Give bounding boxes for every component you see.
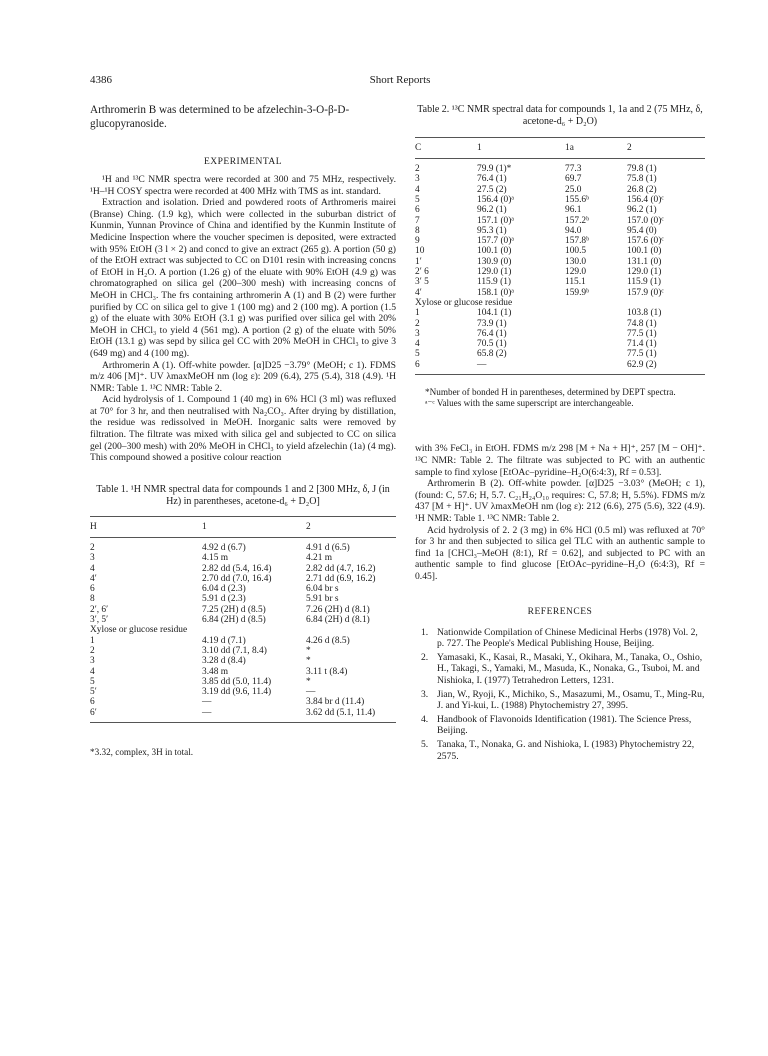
table-cell-compound-2: 157.9 (0)ᶜ xyxy=(627,287,664,298)
table-cell-carbon: 10 xyxy=(415,246,425,257)
reference-text: Jian, W., Ryoji, K., Michiko, S., Masazumi, M., Osamu, T., Ming-Ru, J. and Yi-kui, L. (1988) Phytochemistry 27, 3995. xyxy=(437,688,705,712)
journal-section: Short Reports xyxy=(369,74,431,86)
table-cell-position: 5 xyxy=(90,676,95,687)
table-row xyxy=(90,656,396,666)
table-cell-compound-2: 71.4 (1) xyxy=(627,339,657,350)
table-cell-compound-1: — xyxy=(202,708,306,723)
table-cell-position: 2 xyxy=(90,645,95,656)
table-cell-carbon: 3 xyxy=(415,328,420,339)
table-cell-compound-1: 6.84 (2H) d (8.5) xyxy=(202,615,266,626)
table-cell-position: 5′ xyxy=(90,687,97,698)
table-cell-compound-1a xyxy=(565,308,627,318)
table-cell-compound-1: 4.15 m xyxy=(202,553,229,564)
table-cell-compound-2: 3.62 dd (5.1, 11.4) xyxy=(306,708,396,723)
table1-caption: Table 1. ¹H NMR spectral data for compounds 1 and 2 [300 MHz, δ, J (in Hz) in parentheses, acetone-d₆ + D₂O] xyxy=(96,483,390,508)
table-cell-compound-1: 5.91 d (2.3) xyxy=(202,594,246,605)
table-cell-compound-2: 74.8 (1) xyxy=(627,318,657,329)
table-cell-compound-1a: 100.5 xyxy=(565,246,587,257)
table-row xyxy=(90,553,396,563)
table-cell-carbon: 2 xyxy=(415,164,420,175)
table2 xyxy=(415,137,705,375)
table-cell-compound-2: — xyxy=(306,687,316,698)
table-cell-compound-2: 4.91 d (6.5) xyxy=(306,542,350,553)
table2-header-2: 2 xyxy=(627,137,705,158)
table-cell-position: 8 xyxy=(90,594,95,605)
table-cell-compound-1: 96.2 (1) xyxy=(477,205,507,216)
table2-footnote-superscript: ᵃ⁻ᶜ Values with the same superscript are interchangeable. xyxy=(425,398,634,409)
table-cell-carbon: 6 xyxy=(415,205,420,216)
table-cell-carbon: 3 xyxy=(415,174,420,185)
table-row xyxy=(415,174,705,184)
table-row xyxy=(90,687,396,697)
table-cell-compound-2: 4.26 d (8.5) xyxy=(306,635,350,646)
table-cell-compound-1a: 94.0 xyxy=(565,225,582,236)
left-column xyxy=(90,104,396,758)
table-cell-position: 2′, 6′ xyxy=(90,604,109,615)
table-cell-compound-1: 3.28 d (8.4) xyxy=(202,656,246,667)
reference-item xyxy=(415,652,705,687)
reference-item xyxy=(415,714,705,737)
table-row xyxy=(415,257,705,267)
table-cell-position: 3′, 5′ xyxy=(90,615,109,626)
table-row xyxy=(415,195,705,205)
reference-number: 5. xyxy=(421,738,429,750)
right-column xyxy=(415,104,705,764)
table-cell-compound-2: 156.4 (0)ᶜ xyxy=(627,195,664,205)
table-row xyxy=(90,605,396,615)
table-cell-compound-2: * xyxy=(306,676,311,687)
table-cell-compound-1: 76.4 (1) xyxy=(477,174,507,185)
table-row xyxy=(415,226,705,236)
table1-footnote: *3.32, complex, 3H in total. xyxy=(90,747,194,757)
table-cell-compound-2: 5.91 br s xyxy=(306,594,339,605)
table-cell-compound-1a: 96.1 xyxy=(565,205,582,216)
table2-footnote-dept: *Number of bonded H in parentheses, determined by DEPT spectra. xyxy=(425,387,676,398)
table2-header-1: 1 xyxy=(477,137,565,158)
table-row xyxy=(415,288,705,298)
table-cell-compound-1: 2.82 dd (5.4, 16.4) xyxy=(202,563,272,574)
table-cell-carbon: 4′ xyxy=(415,287,422,298)
table-cell-compound-2: 4.21 m xyxy=(306,553,333,564)
experimental-heading: EXPERIMENTAL xyxy=(203,157,283,167)
table-cell-compound-2: 77.5 (1) xyxy=(627,328,657,339)
table-cell-carbon: 1′ xyxy=(415,256,422,267)
table-cell-compound-2: 129.0 (1) xyxy=(627,267,662,278)
table-cell-compound-1: 2.70 dd (7.0, 16.4) xyxy=(202,573,272,584)
table-cell-carbon: 3′ 5 xyxy=(415,277,429,288)
table-cell-compound-1: 130.9 (0) xyxy=(477,256,512,267)
table-row xyxy=(415,319,705,329)
reference-text: Tanaka, T., Nonaka, G. and Nishioka, I. (1983) Phytochemistry 22, 2575. xyxy=(437,738,695,762)
table-cell-compound-1: 158.1 (0)ᵃ xyxy=(477,287,514,298)
table-cell-compound-1: 73.9 (1) xyxy=(477,318,507,329)
table-cell-position: 3 xyxy=(90,656,95,667)
table-cell-compound-1a: 129.0 xyxy=(565,267,587,278)
table-row xyxy=(90,708,396,723)
reference-number: 2. xyxy=(421,651,429,663)
table-row xyxy=(90,667,396,677)
table-cell-compound-1a: 155.6ᵇ xyxy=(565,195,589,205)
table-cell-compound-2: 2.82 dd (4.7, 16.2) xyxy=(306,563,376,574)
table-cell-compound-1: 100.1 (0) xyxy=(477,246,512,257)
table-cell-compound-1a: 25.0 xyxy=(565,184,582,195)
table1-header-2: 2 xyxy=(306,516,396,537)
table-row xyxy=(415,246,705,256)
table-row xyxy=(90,646,396,656)
table-cell-compound-2: 131.1 (0) xyxy=(627,256,662,267)
table-row xyxy=(90,574,396,584)
table-cell-carbon: 9 xyxy=(415,236,420,247)
table-cell-compound-2: * xyxy=(306,656,311,667)
table-cell-compound-2: 157.6 (0)ᶜ xyxy=(627,236,664,247)
table1-group-row xyxy=(90,625,396,635)
table-cell-compound-1a: 130.0 xyxy=(565,256,587,267)
table-cell-compound-2: 26.8 (2) xyxy=(627,184,657,195)
table-cell-compound-1: 157.1 (0)ᵃ xyxy=(477,215,514,226)
table-cell-compound-1: 3.48 m xyxy=(202,666,229,677)
table-row xyxy=(90,537,396,553)
table-cell-position: 4 xyxy=(90,666,95,677)
table-cell-compound-2: 75.8 (1) xyxy=(627,174,657,185)
table-cell-compound-1a: 115.1 xyxy=(565,277,586,288)
page-header xyxy=(90,74,710,90)
table-row xyxy=(415,205,705,215)
table-cell-compound-1: 4.19 d (7.1) xyxy=(202,635,246,646)
table-cell-compound-2: 6.04 br s xyxy=(306,584,339,595)
table-row xyxy=(415,277,705,287)
intro-text: Arthromerin B was determined to be afzelechin-3-O-β-D-glucopyranoside. xyxy=(90,104,350,130)
table-cell-carbon: 7 xyxy=(415,215,420,226)
table-cell-compound-2: 77.5 (1) xyxy=(627,349,657,360)
table-row xyxy=(415,339,705,349)
table1-header-1: 1 xyxy=(202,516,306,537)
table2-group-row xyxy=(415,298,705,308)
table-cell-compound-1a xyxy=(565,319,627,329)
table2-header-c: C xyxy=(415,137,477,158)
table-cell-compound-1: 7.25 (2H) d (8.5) xyxy=(202,604,266,615)
table-cell-compound-2: 96.2 (1) xyxy=(627,205,657,216)
table-row xyxy=(90,594,396,604)
table-cell-compound-1a: 69.7 xyxy=(565,174,582,185)
table1-header-h: H xyxy=(90,516,202,537)
table-cell-position: 4 xyxy=(90,563,95,574)
table-cell-compound-1a: 77.3 xyxy=(565,164,582,175)
table-cell-carbon: 4 xyxy=(415,184,420,195)
table-cell-compound-1: 3.10 dd (7.1, 8.4) xyxy=(202,645,267,656)
table-cell-compound-1: 104.1 (1) xyxy=(477,308,512,319)
table-cell-position: 6 xyxy=(90,584,95,595)
reference-item xyxy=(415,739,705,762)
table-cell-compound-1a xyxy=(565,360,627,375)
table-cell-compound-2: 62.9 (2) xyxy=(627,360,705,375)
paragraph-acid-hydrolysis-1: Acid hydrolysis of 1. Compound 1 (40 mg) in 6% HCl (3 ml) was refluxed at 70° for 3 hr, and then neutralised with Na₂CO₃. After drying by distillation, the residue was redissolved in MeOH. Inorganic salts were removed by filtration. The filtrate was mixed with silica gel and subjected to CC on silica gel (200–300 mesh) with 20% MeOH in CHCl₃ to yield afzelechin (1a) (4 mg). This compound showed a positive colour reaction xyxy=(90,394,396,464)
table-cell-position: 2 xyxy=(90,542,95,553)
table-cell-compound-1a: 159.9ᵇ xyxy=(565,287,589,298)
table-cell-compound-1: — xyxy=(202,697,212,708)
table-cell-compound-1a xyxy=(565,349,627,359)
table-row xyxy=(415,236,705,246)
reference-list xyxy=(415,627,705,763)
paragraph-arthromerin-b: Arthromerin B (2). Off-white powder. [α]D25 −3.03° (MeOH; c 1), (found: C, 57.6; H, 5.7. C₂₁H₂₄O₁₀ requires: C, 57.8; H, 5.5%). FDMS m/z 437 [M + H]⁺. UV λmaxMeOH nm (log ε): 212 (6.6), 275 (5.6), 322 (4.9). ¹H NMR: Table 1. ¹³C NMR: Table 2. xyxy=(415,478,705,525)
table-cell-compound-1: 95.3 (1) xyxy=(477,225,507,236)
table-cell-carbon: 1 xyxy=(415,308,420,319)
table-cell-carbon: 6 xyxy=(415,360,477,375)
table-cell-carbon: 4 xyxy=(415,339,420,350)
table-row xyxy=(415,360,705,375)
table2-header-1a: 1a xyxy=(565,137,627,158)
reference-number: 3. xyxy=(421,688,429,700)
reference-text: Handbook of Flavonoids Identification (1981). The Science Press, Beijing. xyxy=(437,713,692,737)
table-row xyxy=(90,636,396,646)
table-cell-compound-1: 157.7 (0)ᵃ xyxy=(477,236,514,247)
table-row xyxy=(415,159,705,175)
table-cell-compound-1: 156.4 (0)ᵃ xyxy=(477,195,514,205)
table-cell-compound-2: 3.84 br d (11.4) xyxy=(306,697,365,708)
table-cell-compound-1: — xyxy=(477,360,565,375)
reference-item xyxy=(415,627,705,650)
table-cell-carbon: 2′ 6 xyxy=(415,267,429,278)
reference-text: Nationwide Compilation of Chinese Medicinal Herbs (1978) Vol. 2, p. 727. The People's Medical Publishing House, Beijing. xyxy=(437,626,698,650)
table-row xyxy=(415,185,705,195)
group-label: Xylose or glucose residue xyxy=(415,297,513,308)
table-cell-compound-1a: 157.2ᵇ xyxy=(565,215,589,226)
table-cell-carbon: 5 xyxy=(415,195,420,205)
table-cell-carbon: 5 xyxy=(415,349,420,360)
table-cell-carbon: 8 xyxy=(415,225,420,236)
page-number: 4386 xyxy=(90,74,112,86)
table-cell-compound-2: * xyxy=(306,645,311,656)
table-cell-position: 6 xyxy=(90,697,95,708)
table-cell-compound-1: 3.85 dd (5.0, 11.4) xyxy=(202,676,272,687)
table-cell-compound-2: 2.71 dd (6.9, 16.2) xyxy=(306,573,376,584)
reference-number: 4. xyxy=(421,713,429,725)
table-cell-compound-1: 3.19 dd (9.6, 11.4) xyxy=(202,687,272,698)
table-cell-compound-1: 115.9 (1) xyxy=(477,277,512,288)
table-cell-compound-1: 4.92 d (6.7) xyxy=(202,542,246,553)
reference-item xyxy=(415,689,705,712)
table-cell-compound-1: 70.5 (1) xyxy=(477,339,507,350)
table1 xyxy=(90,516,396,723)
table-row xyxy=(90,697,396,707)
table-row xyxy=(90,584,396,594)
table-cell-compound-2: 3.11 t (8.4) xyxy=(306,666,348,677)
table-cell-compound-1a xyxy=(565,339,627,349)
table-cell-compound-1: 129.0 (1) xyxy=(477,267,512,278)
group-label: Xylose or glucose residue xyxy=(90,625,188,636)
paragraph-nmr-methods: ¹H and ¹³C NMR spectra were recorded at 300 and 75 MHz, respectively. ¹H–¹H COSY spectra were recorded at 400 MHz with TMS as int. standard. xyxy=(90,174,396,197)
table-cell-compound-1a xyxy=(565,329,627,339)
paragraph-continued: with 3% FeCl₃ in EtOH. FDMS m/z 298 [M + Na + H]⁺, 257 [M − OH]⁺. ¹³C NMR: Table 2. The filtrate was subjected to PC with an authentic sample to find xylose [EtOAc–pyridine–H₂O(6:4:3), Rf = 0.53]. xyxy=(415,443,705,478)
table-cell-compound-2: 7.26 (2H) d (8.1) xyxy=(306,604,370,615)
table-cell-compound-1: 79.9 (1)* xyxy=(477,164,512,175)
table-cell-position: 4′ xyxy=(90,573,97,584)
table-cell-position: 6′ xyxy=(90,708,202,723)
table-row xyxy=(415,216,705,226)
table-cell-compound-1: 6.04 d (2.3) xyxy=(202,584,246,595)
table-cell-position: 3 xyxy=(90,553,95,564)
table-cell-compound-1: 65.8 (2) xyxy=(477,349,507,360)
table2-caption: Table 2. ¹³C NMR spectral data for compounds 1, 1a and 2 (75 MHz, δ, acetone-d₆ + D₂O) xyxy=(417,104,703,128)
table-cell-compound-1: 76.4 (1) xyxy=(477,328,507,339)
table-row xyxy=(415,329,705,339)
paragraph-arthromerin-a: Arthromerin A (1). Off-white powder. [α]D25 −3.79° (MeOH; c 1). FDMS m/z 406 [M]⁺. UV λmaxMeOH nm (log ε): 209 (6.4), 275 (5.4), 318 (4.9). ¹H NMR: Table 1. ¹³C NMR: Table 2. xyxy=(90,359,396,394)
table-cell-compound-2: 157.0 (0)ᶜ xyxy=(627,215,664,226)
table-cell-compound-1: 27.5 (2) xyxy=(477,184,507,195)
table-cell-compound-2: 103.8 (1) xyxy=(627,308,662,319)
references-heading: REFERENCES xyxy=(527,606,593,617)
table-row xyxy=(90,677,396,687)
table-row xyxy=(415,349,705,359)
table-cell-compound-2: 79.8 (1) xyxy=(627,164,657,175)
table-row xyxy=(415,267,705,277)
table-row xyxy=(90,564,396,574)
table-cell-compound-1a: 157.8ᵇ xyxy=(565,236,589,247)
table-cell-compound-2: 6.84 (2H) d (8.1) xyxy=(306,615,370,626)
table-cell-position: 1 xyxy=(90,635,95,646)
table-cell-compound-2: 95.4 (0) xyxy=(627,225,657,236)
table-cell-compound-2: 100.1 (0) xyxy=(627,246,662,257)
paragraph-acid-hydrolysis-2: Acid hydrolysis of 2. 2 (3 mg) in 6% HCl (0.5 ml) was refluxed at 70° for 3 hr and then subjected to silica gel TLC with an authentic sample to find 1a [CHCl₃–MeOH (8:1), Rf = 0.62], and subjected to PC with an authentic sample to find glucose [EtOAc–pyridine–H₂O (6:4:3), Rf = 0.45]. xyxy=(415,524,705,582)
table-cell-carbon: 2 xyxy=(415,318,420,329)
table-row xyxy=(415,308,705,318)
reference-number: 1. xyxy=(421,626,429,638)
reference-text: Yamasaki, K., Kasai, R., Masaki, Y., Okihara, M., Tanaka, O., Oshio, H., Takagi, S., Yamaki, M., Masuda, K., Nonaka, G., Tsuboi, M. and Nishioka, I. (1977) Tetrahedron Letters, 1231. xyxy=(437,651,703,686)
table-cell-compound-2: 115.9 (1) xyxy=(627,277,662,288)
table-row xyxy=(90,615,396,625)
paragraph-extraction: Extraction and isolation. Dried and powdered roots of Arthromeris mairei (Branse) Ching. (1.9 kg), which were collected in the suburban district of Kunmin, Yunnan Province of China and identified by the Kunmin Institute of Medicine Inspection where the voucher specimen is deposited, were extracted with 95% EtOH (3 l × 2) and concd to give an extract (265 g). A portion (50 g) of the EtOH extract was subjected to CC on D101 resin with increasing concns of EtOH in H₂O. A portion (1.26 g) of the eluate with 90% EtOH (4.9 g) was chromatographed on silica gel (200–300 mesh) with increasing concns of MeOH in CHCl₃. The frs containing arthromerin A (1) and B (2) were further purified by CC on silica gel to give 1 (100 mg) and 2 (100 mg). A portion (1.5 g) of the eluate with 30% EtOH (3.1 g) was purified over silica gel with 20% MeOH in CHCl₃ to yield 4 (561 mg). A portion (2 g) of the eluate with 50% EtOH (13.1 g) was sepd by silica gel CC with 20% MeOH in CHCl₃ to give 3 (649 mg) and 4 (100 mg). xyxy=(90,197,396,359)
